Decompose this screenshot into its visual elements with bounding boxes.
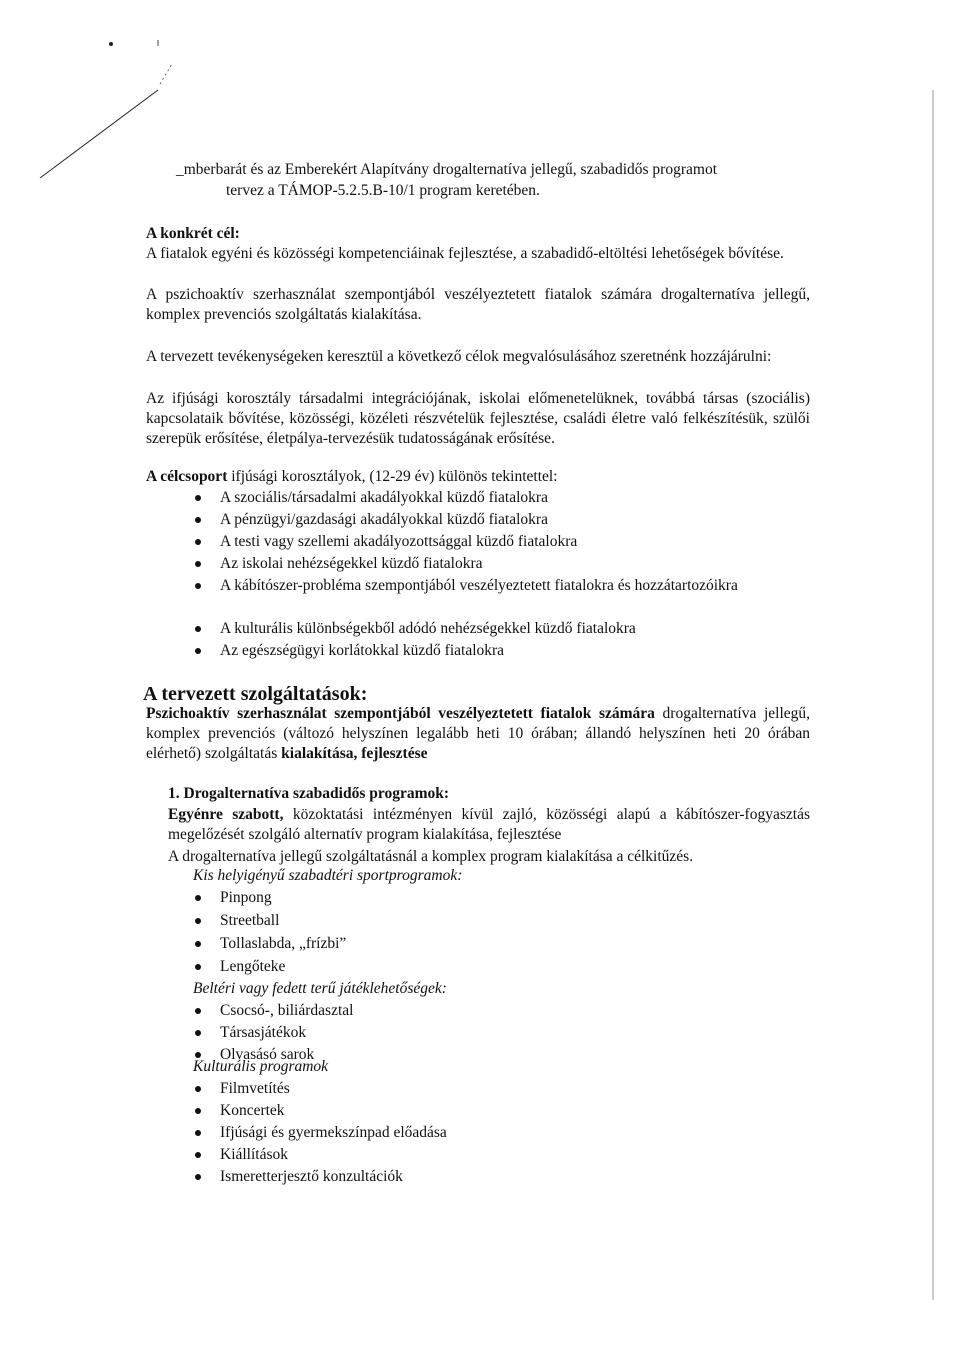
- bullet-icon: [195, 583, 201, 589]
- list-item: Tollaslabda, „frízbi”: [220, 935, 347, 952]
- bullet-icon: [195, 941, 201, 947]
- bullet-icon: [195, 964, 201, 970]
- goal-paragraph-4: Az ifjúsági korosztály társadalmi integrációjának, iskolai előmenetelüknek, továbbá társas (szociális) kapcsolataik bővítése, közösségi, közéleti részvételük fejlesztése, családi életre való felkészítésük, szülői szerepük erősítése, életpálya-tervezésük tudatosságának erősítése.: [146, 390, 810, 447]
- list-item: A testi vagy szellemi akadályozottsággal küzdő fiatalokra: [220, 533, 578, 550]
- section1-text: közoktatási intézményen kívül zajló, közösségi alapú a kábítószer-fogyasztás megelőzését szolgáló alternatív program kialakítása, fejlesztése: [168, 806, 810, 843]
- goal-paragraph-3: A tervezett tevékenységeken keresztül a következő célok megvalósulásához szeretnénk hozzájárulni:: [146, 348, 772, 365]
- bullet-icon: [195, 1130, 201, 1136]
- bullet-icon: [195, 517, 201, 523]
- goal-heading: A konkrét cél:: [146, 225, 240, 242]
- bullet-icon: [195, 561, 201, 567]
- list-item: Lengőteke: [220, 958, 286, 975]
- goal-paragraph-2: A pszichoaktív szerhasználat szempontjából veszélyeztetett fiatalok számára drogalternatíva jellegű, komplex prevenciós szolgáltatás kialakítása.: [146, 286, 810, 323]
- section1-heading: 1. Drogalternatíva szabadidős programok:: [168, 785, 450, 802]
- list-item: Ifjúsági és gyermekszínpad előadása: [220, 1124, 447, 1141]
- list-item: Az iskolai nehézségekkel küzdő fiatalokra: [220, 555, 483, 572]
- list-item: A pénzügyi/gazdasági akadályokkal küzdő fiatalokra: [220, 511, 548, 528]
- services-paragraph: [146, 704, 810, 764]
- target-text: ifjúsági korosztályok, (12-29 év) különös tekintettel:: [227, 468, 558, 485]
- bullet-icon: [195, 918, 201, 924]
- list-item: Az egészségügyi korlátokkal küzdő fiatalokra: [220, 642, 505, 659]
- list-item: Olvasásó sarok: [220, 1046, 315, 1063]
- list-item: A kulturális különbségekből adódó nehézségekkel küzdő fiatalokra: [220, 620, 636, 637]
- section1-paragraph: [168, 805, 810, 845]
- bullet-icon: [195, 1008, 201, 1014]
- group-title: Beltéri vagy fedett terű játéklehetőségek:: [193, 980, 447, 997]
- header-line-1: _mberbarát és az Emberekért Alapítvány drogalternatíva jellegű, szabadidős programot: [176, 161, 718, 178]
- target-label: A célcsoport: [146, 468, 228, 485]
- bullet-icon: [195, 1108, 201, 1114]
- list-item: Pinpong: [220, 889, 272, 906]
- list-item: Társasjátékok: [220, 1024, 307, 1041]
- list-item: Streetball: [220, 912, 280, 929]
- list-item: Kiállítások: [220, 1146, 289, 1163]
- list-item: A szociális/társadalmi akadályokkal küzdő fiatalokra: [220, 489, 548, 506]
- goal-paragraph-1: A fiatalok egyéni és közösségi kompetenciáinak fejlesztése, a szabadidő-eltöltési lehetőségek bővítése.: [146, 245, 784, 262]
- list-item: Ismeretterjesztő konzultációk: [220, 1168, 403, 1185]
- group-title: Kulturális programok: [193, 1058, 329, 1075]
- section1-bold-lead: Egyénre szabott,: [168, 806, 284, 823]
- bullet-icon: [195, 648, 201, 654]
- services-bold-tail: kialakítása, fejlesztése: [281, 745, 428, 762]
- bullet-icon: [195, 1174, 201, 1180]
- bullet-icon: [195, 539, 201, 545]
- list-item: Koncertek: [220, 1102, 285, 1119]
- header-line-2: tervez a TÁMOP-5.2.5.B-10/1 program keretében.: [226, 182, 540, 199]
- target-line: [146, 467, 558, 487]
- bullet-icon: [195, 626, 201, 632]
- services-heading: A tervezett szolgáltatások:: [143, 683, 368, 705]
- bullet-icon: [195, 1030, 201, 1036]
- group-title: Kis helyigényű szabadtéri sportprogramok:: [193, 867, 463, 884]
- bullet-icon: [195, 1086, 201, 1092]
- bullet-icon: [195, 895, 201, 901]
- services-text: drogalternatíva jellegű, komplex prevenciós (változó helyszínen legalább heti 10 órában; állandó helyszínen heti 20 órában elérhető) szolgáltatás: [146, 705, 811, 762]
- list-item: A kábítószer-probléma szempontjából veszélyeztetett fiatalokra és hozzátartozóikra: [220, 577, 738, 594]
- bullet-icon: [195, 1152, 201, 1158]
- services-bold-lead: Pszichoaktív szerhasználat szempontjából veszélyeztetett fiatalok számára: [146, 705, 655, 722]
- section1-line-3: A drogalternatíva jellegű szolgáltatásnál a komplex program kialakítása a célkitűzés.: [168, 848, 694, 865]
- list-item: Filmvetítés: [220, 1080, 290, 1097]
- list-item: Csocsó-, biliárdasztal: [220, 1002, 354, 1019]
- bullet-icon: [195, 495, 201, 501]
